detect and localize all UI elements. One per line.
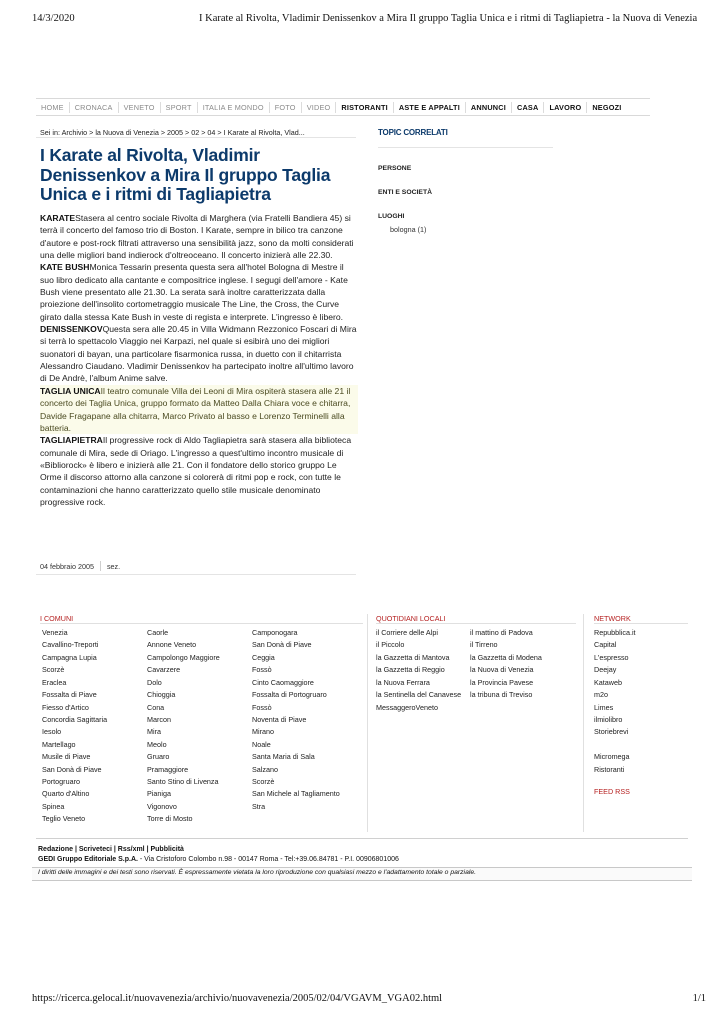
topic-enti-societa[interactable]: ENTI E SOCIETÀ bbox=[378, 189, 433, 196]
paragraph-text: Monica Tessarin presenta questa sera all'hotel Bologna di Mestre il suo libro dedicato alla cantante e compositrice inglese. I segugi dell'amore - Kate Bush viene presentato alle 21.30. La serata sarà inoltre caratterizzata dalla proiezione dell'insolito cortometraggio musicale The Line, the Cross, the Curve girato dalla stessa Kate Bush in veste di regista e interprete. L'ingresso è libero. bbox=[40, 262, 348, 322]
quotidiano-link-la-sentinella-del-canavese[interactable]: la Sentinella del Canavese bbox=[376, 690, 462, 700]
comune-link-portogruaro[interactable]: Portogruaro bbox=[42, 777, 80, 787]
footer-column-divider bbox=[367, 614, 368, 832]
network-link-repubblica-it[interactable]: Repubblica.it bbox=[594, 628, 636, 637]
breadcrumb[interactable]: Sei in: Archivio > la Nuova di Venezia > 2005 > 02 > 04 > I Karate al Rivolta, Vlad... bbox=[40, 128, 305, 137]
paragraph-lead: KATE BUSH bbox=[40, 262, 90, 273]
comuni-heading: I COMUNI bbox=[40, 614, 74, 623]
paragraph-text: Questa sera alle 20.45 in Villa Widmann Rezzonico Foscari di Mira si terrà lo spettacolo Viaggio nei Karpazi, nel quale si esibirà uno dei migliori suonatori di bayan, una particolare fisarmonica russa, in duetto con il chitarrista Alessandro Ciaudano. Vladimir Denissenkov ha partecipato inoltre all'ultimo lavoro di De Andrè, l'album Anime salve. bbox=[40, 324, 357, 384]
topic-luoghi[interactable]: LUOGHI bbox=[378, 213, 405, 220]
comune-link-fossalta-di-piave[interactable]: Fossalta di Piave bbox=[42, 690, 97, 700]
network-heading-divider bbox=[594, 623, 688, 624]
network-link-m2o[interactable]: m2o bbox=[594, 690, 608, 700]
comune-link-gruaro[interactable]: Gruaro bbox=[147, 752, 170, 762]
article-title: I Karate al Rivolta, Vladimir Denissenkov a Mira Il gruppo Taglia Unica e i ritmi di Tagliapietra bbox=[40, 145, 331, 204]
comune-link-cavallino-treporti[interactable]: Cavallino-Treporti bbox=[42, 640, 99, 650]
article-date: 04 febbraio 2005 bbox=[40, 561, 94, 571]
print-header bbox=[32, 13, 706, 27]
network-link-limes[interactable]: Limes bbox=[594, 702, 614, 712]
comune-link-salzano[interactable]: Salzano bbox=[252, 764, 278, 774]
comune-link-annone-veneto[interactable]: Annone Veneto bbox=[147, 640, 197, 650]
nav-item-ristoranti[interactable]: RISTORANTI bbox=[336, 102, 393, 113]
comune-link-caorle[interactable]: Caorle bbox=[147, 628, 169, 637]
article-paragraph bbox=[40, 434, 358, 508]
quotidiano-link-la-provincia-pavese[interactable]: la Provincia Pavese bbox=[470, 677, 534, 687]
quotidiano-link-la-gazzetta-di-reggio[interactable]: la Gazzetta di Reggio bbox=[376, 665, 445, 675]
comune-link-stra[interactable]: Stra bbox=[252, 801, 266, 811]
article-paragraph bbox=[40, 323, 358, 385]
comune-link-mirano[interactable]: Mirano bbox=[252, 727, 274, 737]
article-meta bbox=[40, 561, 120, 571]
quotidiano-link-il-tirreno[interactable]: il Tirreno bbox=[470, 640, 498, 650]
comune-link-dolo[interactable]: Dolo bbox=[147, 677, 162, 687]
comune-link-pianiga[interactable]: Pianiga bbox=[147, 789, 171, 799]
comune-link-ceggia[interactable]: Ceggia bbox=[252, 652, 275, 662]
company-divider bbox=[36, 838, 688, 839]
paragraph-lead: TAGLIA UNICA bbox=[40, 385, 101, 396]
comune-link-venezia[interactable]: Venezia bbox=[42, 628, 68, 637]
nav-item-video[interactable]: VIDEO bbox=[302, 102, 337, 113]
comune-link-noventa-di-piave[interactable]: Noventa di Piave bbox=[252, 714, 307, 724]
paragraph-lead: KARATE bbox=[40, 213, 76, 223]
quotidiano-link-la-nuova-di-venezia[interactable]: la Nuova di Venezia bbox=[470, 665, 534, 675]
comune-link-camponogara[interactable]: Camponogara bbox=[252, 628, 298, 637]
comune-link-san-dona-di-piave[interactable]: San Donà di Piave bbox=[252, 640, 312, 650]
quotidiano-link-il-corriere-delle-alpi[interactable]: il Corriere delle Alpi bbox=[376, 628, 438, 637]
comune-link-teglio-veneto[interactable]: Teglio Veneto bbox=[42, 814, 86, 824]
quotidiani-column-2 bbox=[470, 627, 542, 702]
nav-item-cronaca[interactable]: CRONACA bbox=[70, 102, 119, 113]
comune-link-mira[interactable]: Mira bbox=[147, 727, 161, 737]
article-paragraph bbox=[40, 212, 358, 261]
comune-link-quarto-d-altino[interactable]: Quarto d'Altino bbox=[42, 789, 90, 799]
comune-link-meolo[interactable]: Meolo bbox=[147, 739, 167, 749]
nav-item-aste-e-appalti[interactable]: ASTE E APPALTI bbox=[394, 102, 466, 113]
comune-link-santa-maria-di-sala[interactable]: Santa Maria di Sala bbox=[252, 752, 315, 762]
comune-link-cona[interactable]: Cona bbox=[147, 702, 165, 712]
comune-link-campolongo-maggiore[interactable]: Campolongo Maggiore bbox=[147, 652, 220, 662]
quotidiano-link-la-nuova-ferrara[interactable]: la Nuova Ferrara bbox=[376, 677, 430, 687]
paragraph-lead: DENISSENKOV bbox=[40, 324, 103, 335]
print-page-count: 1/1 bbox=[692, 993, 706, 1004]
company-links[interactable]: Redazione | Scriveteci | Rss/xml | Pubblicità bbox=[38, 846, 184, 853]
comune-link-vigonovo[interactable]: Vigonovo bbox=[147, 801, 177, 811]
network-link-kataweb[interactable]: Kataweb bbox=[594, 677, 622, 687]
comune-link-marcon[interactable]: Marcon bbox=[147, 714, 171, 724]
article-paragraph bbox=[40, 385, 358, 434]
print-url: https://ricerca.gelocal.it/nuovavenezia/archivio/nuovavenezia/2005/02/04/VGAVM_VGA02.html bbox=[32, 993, 443, 1004]
network-link-storiebrevi[interactable]: Storiebrevi bbox=[594, 727, 629, 737]
quotidiani-heading: QUOTIDIANI LOCALI bbox=[376, 614, 446, 623]
comune-link-torre-di-mosto[interactable]: Torre di Mosto bbox=[147, 814, 193, 824]
quotidiano-link-il-piccolo[interactable]: il Piccolo bbox=[376, 640, 405, 650]
topic-luoghi-bologna-link[interactable]: bologna (1) bbox=[390, 225, 427, 234]
meta-divider bbox=[100, 561, 101, 571]
comune-link-spinea[interactable]: Spinea bbox=[42, 801, 65, 811]
company-address: - Via Cristoforo Colombo n.98 - 00147 Roma - Tel:+39.06.84781 - P.I. 00906801006 bbox=[137, 856, 399, 863]
comune-link-san-dona-di-piave[interactable]: San Donà di Piave bbox=[42, 764, 102, 774]
nav-item-italia-e-mondo[interactable]: ITALIA E MONDO bbox=[198, 102, 270, 113]
feed-rss-link[interactable]: FEED RSS bbox=[594, 787, 630, 796]
network-heading: NETWORK bbox=[594, 614, 631, 623]
article-section[interactable]: sez. bbox=[106, 561, 121, 571]
network-link-micromega[interactable]: Micromega bbox=[594, 752, 630, 762]
comune-link-iesolo[interactable]: Iesolo bbox=[42, 727, 62, 737]
comuni-column-1 bbox=[42, 627, 107, 826]
network-link-ristoranti[interactable]: Ristoranti bbox=[594, 764, 625, 774]
company-info bbox=[38, 856, 399, 863]
quotidiano-link-la-gazzetta-di-mantova[interactable]: la Gazzetta di Mantova bbox=[376, 652, 450, 662]
print-footer bbox=[32, 993, 706, 1007]
quotidiani-heading-divider bbox=[376, 623, 576, 624]
comune-link-musile-di-piave[interactable]: Musile di Piave bbox=[42, 752, 91, 762]
meta-divider-line bbox=[36, 574, 356, 575]
comuni-column-3 bbox=[252, 627, 340, 813]
nav-item-home[interactable]: HOME bbox=[36, 102, 70, 113]
comune-link-scorze[interactable]: Scorzè bbox=[42, 665, 65, 675]
related-topics-sidebar bbox=[378, 128, 553, 234]
network-column bbox=[594, 627, 636, 776]
paragraph-text: Stasera al centro sociale Rivolta di Marghera (via Fratelli Bandiera 45) si terrà il concerto del famoso trio di Boston. I Karate, sempre in bilico tra canzone d'autore e post-rock filtrati attraverso una sensibilità jazz, sono da molti considerati una delle migliori band indierock d'oltreoceano. Il concerto inizierà alle 22.30. bbox=[40, 213, 354, 261]
topic-persone[interactable]: PERSONE bbox=[378, 165, 412, 172]
nav-item-lavoro[interactable]: LAVORO bbox=[544, 102, 587, 113]
comune-link-san-michele-al-tagliamento[interactable]: San Michele al Tagliamento bbox=[252, 789, 340, 799]
quotidiano-link-messaggeroveneto[interactable]: MessaggeroVeneto bbox=[376, 702, 438, 712]
comune-link-pramaggiore[interactable]: Pramaggiore bbox=[147, 764, 189, 774]
comune-link-fosso[interactable]: Fossò bbox=[252, 665, 272, 675]
nav-item-casa[interactable]: CASA bbox=[512, 102, 544, 113]
comune-link-campagna-lupia[interactable]: Campagna Lupia bbox=[42, 652, 97, 662]
quotidiano-link-la-gazzetta-di-modena[interactable]: la Gazzetta di Modena bbox=[470, 652, 542, 662]
paragraph-text: Il progressive rock di Aldo Tagliapietra sarà stasera alla biblioteca comunale di Mira, sede di Oriago. L'ingresso a quest'ultimo incontro musicale di «Bibliorock» è libero e inizierà alle 21. Con il fondatore dello storico gruppo Le Orme il discorso attorno alla canzone si colorerà di ritmi pop e rock, con tutte le contaminazioni che hanno caratterizzato quello stile musicale denominato progressive rock. bbox=[40, 435, 352, 507]
comuni-column-2 bbox=[147, 627, 220, 826]
comune-link-concordia-sagittaria[interactable]: Concordia Sagittaria bbox=[42, 714, 108, 724]
comune-link-cavarzere[interactable]: Cavarzere bbox=[147, 665, 181, 675]
nav-item-annunci[interactable]: ANNUNCI bbox=[466, 102, 512, 113]
paragraph-lead: TAGLIAPIETRA bbox=[40, 435, 103, 446]
company-name: GEDI Gruppo Editoriale S.p.A. bbox=[38, 856, 138, 863]
quotidiani-column-1 bbox=[376, 627, 461, 714]
comune-link-scorze[interactable]: Scorzè bbox=[252, 777, 275, 787]
related-topics-heading: TOPIC CORRELATI bbox=[378, 128, 448, 137]
comune-link-santo-stino-di-livenza[interactable]: Santo Stino di Livenza bbox=[147, 777, 219, 787]
comune-link-chioggia[interactable]: Chioggia bbox=[147, 690, 176, 700]
comuni-heading-divider bbox=[40, 623, 363, 624]
rights-notice: I diritti delle immagini e dei testi sono riservati. È espressamente vietata la loro riproduzione con qualsiasi mezzo e l'adattamento totale o parziale. bbox=[38, 869, 477, 876]
comune-link-fiesso-d-artico[interactable]: Fiesso d'Artico bbox=[42, 702, 89, 712]
nav-item-sport[interactable]: SPORT bbox=[161, 102, 198, 113]
print-page-title: I Karate al Rivolta, Vladimir Denissenkov a Mira Il gruppo Taglia Unica e i ritmi di Tagliapietra - la Nuova di Venezia bbox=[199, 13, 698, 24]
network-spacer bbox=[594, 739, 636, 751]
comune-link-noale[interactable]: Noale bbox=[252, 739, 271, 749]
quotidiano-link-la-tribuna-di-treviso[interactable]: la tribuna di Treviso bbox=[470, 690, 533, 700]
comune-link-cinto-caomaggiore[interactable]: Cinto Caomaggiore bbox=[252, 677, 314, 687]
comune-link-fosso[interactable]: Fossò bbox=[252, 702, 272, 712]
comune-link-eraclea[interactable]: Eraclea bbox=[42, 677, 67, 687]
nav-item-foto[interactable]: FOTO bbox=[270, 102, 302, 113]
nav-item-negozi[interactable]: NEGOZI bbox=[592, 102, 622, 112]
article-paragraph bbox=[40, 261, 358, 323]
main-nav bbox=[36, 98, 650, 116]
footer-column-divider bbox=[583, 614, 584, 832]
network-link-l-espresso[interactable]: L'espresso bbox=[594, 652, 629, 662]
quotidiano-link-il-mattino-di-padova[interactable]: il mattino di Padova bbox=[470, 628, 533, 637]
print-date: 14/3/2020 bbox=[32, 13, 75, 24]
sidebar-divider bbox=[378, 147, 553, 148]
comune-link-fossalta-di-portogruaro[interactable]: Fossalta di Portogruaro bbox=[252, 690, 327, 700]
network-link-capital[interactable]: Capital bbox=[594, 640, 617, 650]
breadcrumb-divider bbox=[36, 137, 356, 138]
nav-item-veneto[interactable]: VENETO bbox=[119, 102, 161, 113]
network-link-deejay[interactable]: Deejay bbox=[594, 665, 617, 675]
comune-link-martellago[interactable]: Martellago bbox=[42, 739, 76, 749]
network-link-ilmiolibro[interactable]: ilmiolibro bbox=[594, 714, 623, 724]
paragraph-text: Il teatro comunale Villa dei Leoni di Mira ospiterà stasera alle 21 il concerto dei Taglia Unica, gruppo formato da Matteo Dalla Chiara voce e chitarra, Davide Fragapane alla chitarra, Marco Privato al basso e Lorenzo Terminelli alla batteria. bbox=[40, 385, 351, 433]
article-body bbox=[40, 212, 358, 508]
